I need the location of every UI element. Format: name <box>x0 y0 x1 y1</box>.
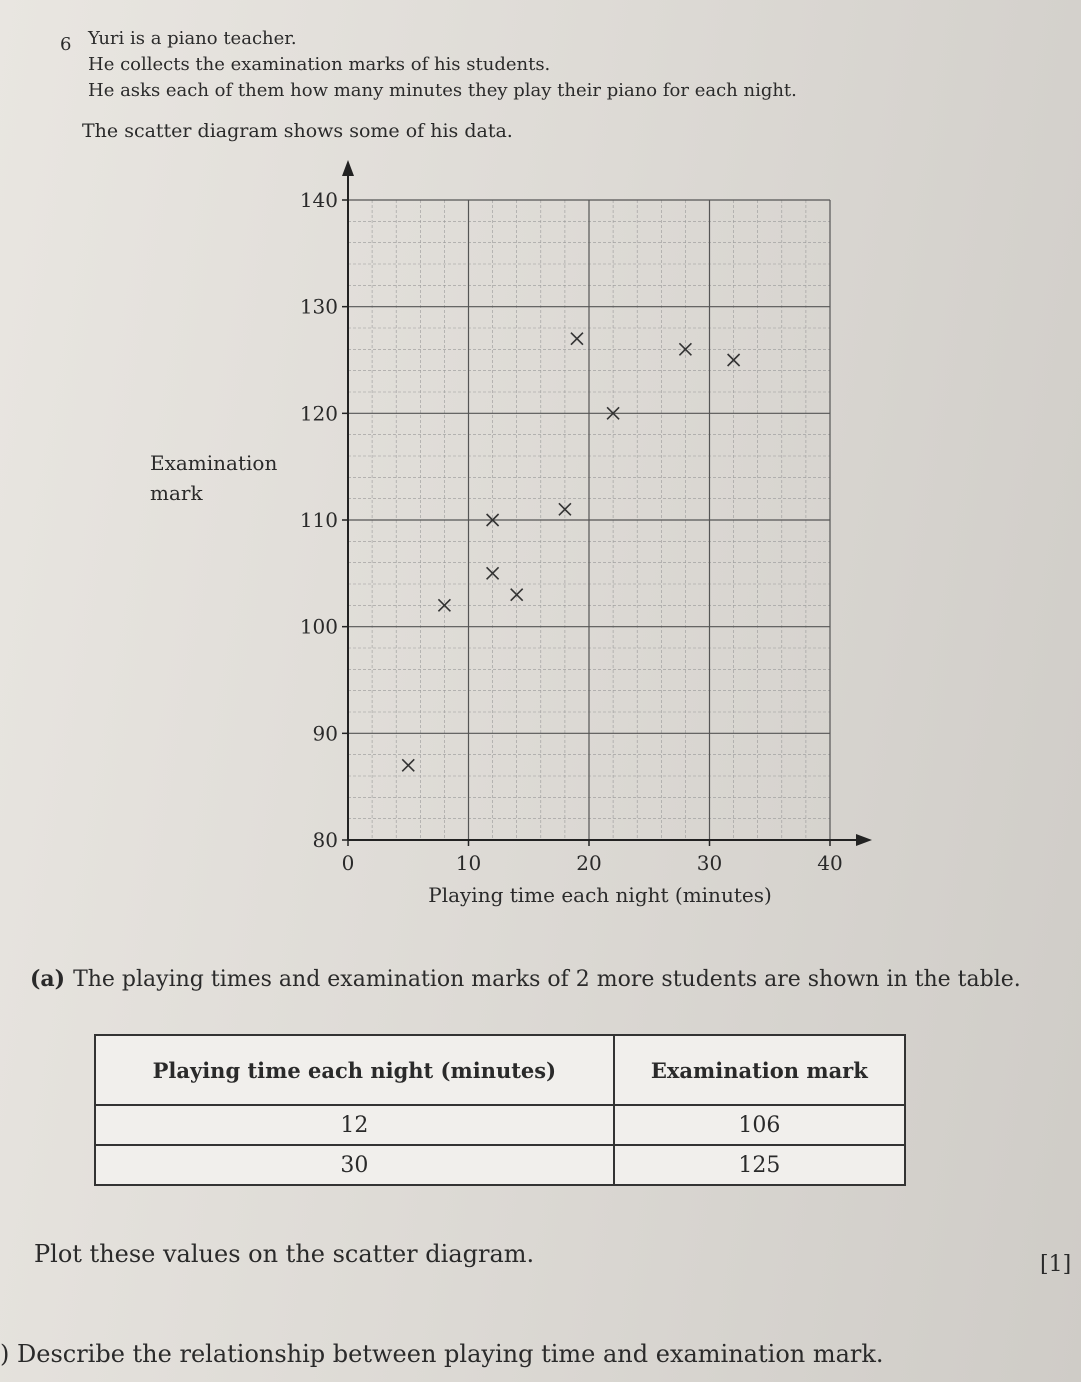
y-axis-label-line-2: mark <box>150 481 203 505</box>
y-tick-label: 80 <box>312 828 338 852</box>
table-cell: 12 <box>95 1105 614 1145</box>
table-cell: 30 <box>95 1145 614 1185</box>
plot-instruction: Plot these values on the scatter diagram. <box>34 1240 535 1268</box>
question-number: 6 <box>60 34 72 55</box>
marks-label: [1] <box>1040 1252 1072 1277</box>
x-tick-label: 40 <box>817 851 843 875</box>
question-line-3: He asks each of them how many minutes they play their piano for each night. <box>88 80 797 101</box>
x-tick-label: 20 <box>576 851 602 875</box>
y-axis-label-line-1: Examination <box>150 451 278 475</box>
part-a-label: (a) <box>30 966 66 992</box>
y-axis-label <box>150 448 277 508</box>
table-row <box>95 1145 905 1185</box>
question-line-4: The scatter diagram shows some of his data. <box>82 120 513 142</box>
question-line-1: Yuri is a piano teacher. <box>88 28 297 49</box>
data-point <box>402 759 414 771</box>
scatter-chart <box>290 160 890 920</box>
y-tick-label: 110 <box>299 508 338 532</box>
data-table <box>94 1034 906 1186</box>
y-tick-label: 90 <box>312 721 338 746</box>
x-tick-label: 10 <box>455 851 482 875</box>
y-tick-label: 100 <box>299 614 338 639</box>
data-point <box>571 333 583 345</box>
tick-labels <box>300 188 843 875</box>
table-cell: 125 <box>614 1145 905 1185</box>
x-tick-label: 0 <box>341 851 355 875</box>
part-a-text <box>30 966 1021 992</box>
question-line-2: He collects the examination marks of his students. <box>88 54 551 75</box>
y-tick-label: 140 <box>299 188 338 212</box>
y-tick-label: 120 <box>299 401 338 426</box>
part-a-question: The playing times and examination marks of 2 more students are shown in the table. <box>73 967 1021 992</box>
x-axis-label: Playing time each night (minutes) <box>428 883 772 907</box>
table-header-row <box>95 1035 905 1105</box>
table-cell: 106 <box>614 1105 905 1145</box>
table-header-playing-time: Playing time each night (minutes) <box>95 1035 614 1105</box>
y-tick-label: 130 <box>299 294 338 319</box>
table-row <box>95 1105 905 1145</box>
x-axis-arrow <box>856 834 872 846</box>
axes <box>342 160 872 846</box>
y-axis-arrow <box>342 160 354 176</box>
x-tick-label: 30 <box>696 851 723 875</box>
part-b-question: ) Describe the relationship between playing time and examination mark. <box>0 1340 884 1368</box>
table-header-exam-mark: Examination mark <box>614 1035 905 1105</box>
data-points <box>402 333 739 772</box>
